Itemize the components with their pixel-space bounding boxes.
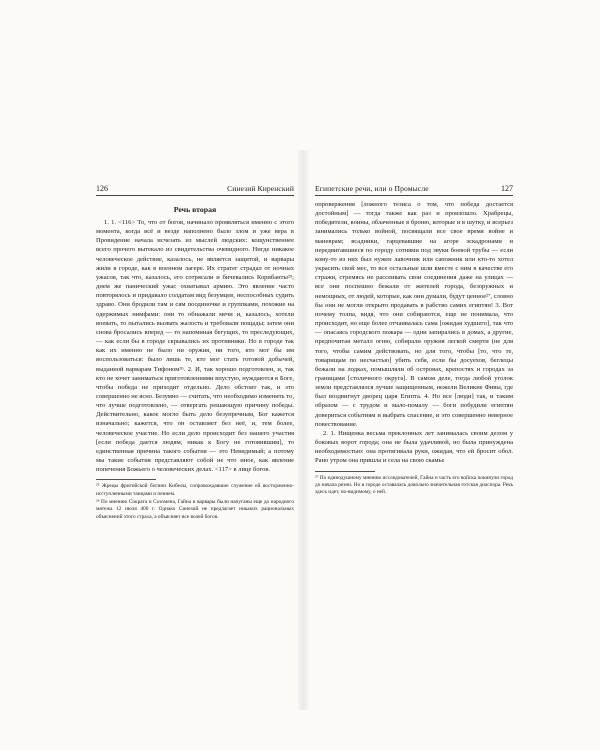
footnote-rule bbox=[315, 471, 375, 472]
left-paragraph: 1. 1. <116> То, что от богов, начинало проявляться именно с этого момента, когда всё и везде наполнено было злом и уже вера в Провидение начала исчезать из мыслей людских: кощунственнее всего прочего вытекало из свидетельства очевидного. Нигде никакое человеческое действие, казалось, не является защитой, и варвары жили в городе, как в военном лагере. Их стратег страдал от ночных ужасов, так что, казалось, его сотрясали и бичевались Корибанты²⁵; днем же панический ужас охватывал армию. Это явление часто повторялось и придавало солдатам вид безумцев, неспособных судить здраво. Они бродили там и сям поодиночке и группками, похожие на одержимых нимфами: они то обнажали мечи и, казалось, хотели воевать, то пытались вызвать жалость и требовали пощады; затем они снова бросались вперед — то напоминая бегущих, то преследующих, — как если бы в городе скрывались их противники. Но в городе так как их именно не было ни оружия, ни того, кто мог бы им воспользоваться: было лишь те, кто мог стать готовой добычей, выданной варварам Тифоном²⁶. 2. И, так хорошо подготовлен, и, так кто не хочет заниматься приготовлениями впустую, нуждаются в Боге, чтобы победа не приходит отдельно. Дело обстоит так, и это совершенно не ясно. Безумно — считать, что необходимо изменить то, что лучше подготовлено, — отвергать решающую причину победы. Действительно, какое могло быть дело безупречным, Бог кажется изначально; кажется, что он оставляет без неё, и, тем более, человеческое участие. Но если дело происходит без нашего участия [если победа дается людям, никак к Богу не готовившим], то единственная причина такого события — это Невидимый; а потому мы такие события представляют собой не что иное, как явление попечения Божьего о человеческих делах. <117> в лице богов. bbox=[96, 219, 294, 474]
footnote: ²⁵ Жрецы фригийской богини Кибелы, сопровождавшие служение ей восторженно-исступленными танцами и пением. bbox=[96, 483, 294, 497]
right-paragraph: опровержения [ложного тезиса о том, что победа достается достойным] — тогда также как раз и произошло. Храбрецы, победители, воины, облаченные в броню, которые и в шутку, и всерьез занимались только войной, посвящали все свое время войне и маневрам; всадники, гарцевавшие на агоре эскадронами и передвигавшиеся по городу сотнями под звуки боевой трубы — если кому-то из них был нужен лавочник или сапожник или кто-то хотел украсить свой мес, то все остальные шли вместе с ним в качестве его стражи, стремясь не рассеивать свои соединения даже на улицах — все они поспешно бежали от жителей города, безоружных и немощных, от людей, которые, как они думали, будут ценное²⁷, словно бы они не могли открыто продавать в рабство самих египтян! 3. Вот почему толпа, видя, что они собираются, еще не понимала, что происходит, но еще более отчаивалась сама [ожидая худшего], так что — опасаясь городского пожара — одни запирались в домах, а другие, предпочитая металл огню, собирали оружия легкой смерти (не для того, чтобы самим действовать, но для того, чтобы [то, что те, товарищам по несчастью] убить себя, если бы досуехов, беглецы бежали на лодках, помышляли об островах, крепостях и городах за границами [столичного округа]. В самом деле, тогда любой уголок земли представлялся лучше защищенным, нежели Великие Фивы, где был воздвигнут дворец царя Египта. 4. Но все [люди] так, и таким образом — с трудом и мало-помалу — боги побудили египтян довериться событиям и выбрать спасение, и это совершенно неверное повествование. bbox=[315, 201, 513, 428]
footnote: ²⁶ По мнению Сократа и Созомена, Гайна и варвары были напуганы еще до народного мятежа 12 июля 400 г. Однако Синезий не предлагает никаких рациональных объяснений этого страха, а объясняет все волей богов. bbox=[96, 498, 294, 520]
page-gutter bbox=[296, 150, 310, 710]
footnote-rule bbox=[96, 479, 156, 480]
right-page-number: 127 bbox=[501, 184, 513, 193]
left-running-head: Синезий Киренский bbox=[227, 184, 294, 193]
left-body-text bbox=[96, 218, 294, 474]
left-page-header bbox=[96, 184, 294, 196]
footnote: ²⁷ По единодушному мнению исследователей, Гайна и часть его войска покинули город до начала резни. Но в городе оставалась довольно значительная готская диаспора. Речь здесь идет, по-видимому, о ней. bbox=[315, 474, 513, 496]
right-paragraph: 2. 1. Нищенка весьма преклонных лет занималась своим делом у боковых ворот города; она не была удачливой, но была принуждена необходимостью: она протягивала руки, ожидая, что ей бросит обол. Рано утром она пришла и села на свою скамье bbox=[315, 429, 513, 465]
left-page-number: 126 bbox=[96, 184, 108, 193]
section-title: Речь вторая bbox=[173, 205, 217, 214]
right-page bbox=[315, 184, 513, 497]
right-body-text bbox=[315, 200, 513, 466]
right-running-head: Египетские речи, или о Промысле bbox=[315, 184, 429, 193]
right-page-header bbox=[315, 184, 513, 196]
left-page bbox=[96, 184, 294, 522]
